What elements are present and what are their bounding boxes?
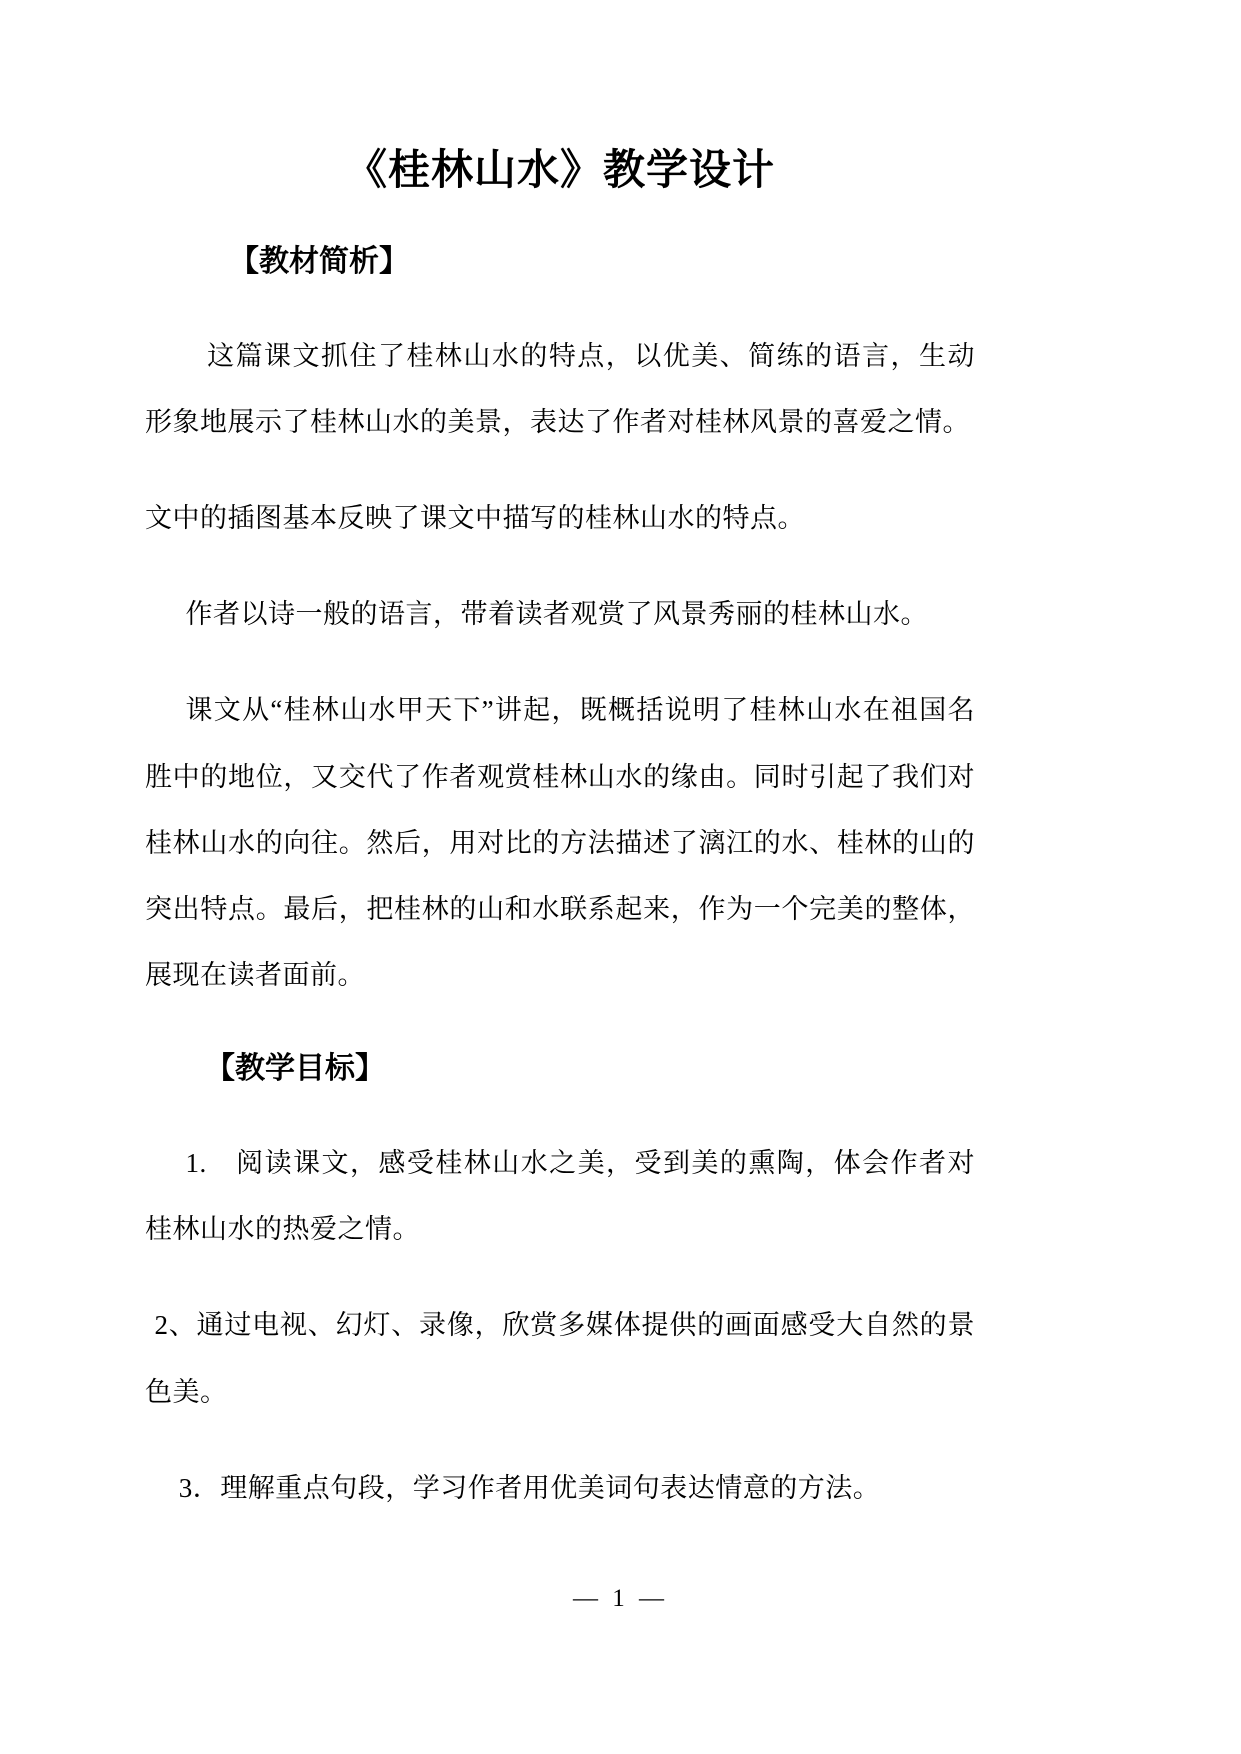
paragraph-textbook-overview: 这篇课文抓住了桂林山水的特点，以优美、简练的语言，生动形象地展示了桂林山水的美景，表达了作者对桂林风景的喜爱之情。 [145,340,975,438]
paragraph-illustrations: 文中的插图基本反映了课文中描写的桂林山水的特点。 [145,503,805,534]
page-footer [0,1585,1241,1613]
paragraph-text-structure: 课文从“桂林山水甲天下”讲起，既概括说明了桂林山水在祖国名胜中的地位，又交代了作者观赏桂林山水的缘由。同时引起了我们对桂林山水的向往。然后，用对比的方法描述了漓江的水、桂林的山的突出特点。最后，把桂林的山和水联系起来，作为一个完美的整体，展现在读者面前。 [145,695,975,991]
section-heading-textbook-analysis: 【教材简析】 [229,244,409,278]
section-heading-teaching-objectives: 【教学目标】 [205,1052,385,1086]
objective-item-2: 2、通过电视、幻灯、录像，欣赏多媒体提供的画面感受大自然的景色美。 [145,1310,975,1407]
paragraph-poetic-language: 作者以诗一般的语言，带着读者观赏了风景秀丽的桂林山水。 [185,599,928,630]
page-number: — 1 — [573,1585,668,1612]
objective-item-1: 1. 阅读课文，感受桂林山水之美，受到美的熏陶，体会作者对桂林山水的热爱之情。 [145,1148,975,1245]
document-title: 《桂林山水》教学设计 [344,146,775,193]
objective-item-3: 3．理解重点句段，学习作者用优美词句表达情意的方法。 [178,1472,881,1503]
